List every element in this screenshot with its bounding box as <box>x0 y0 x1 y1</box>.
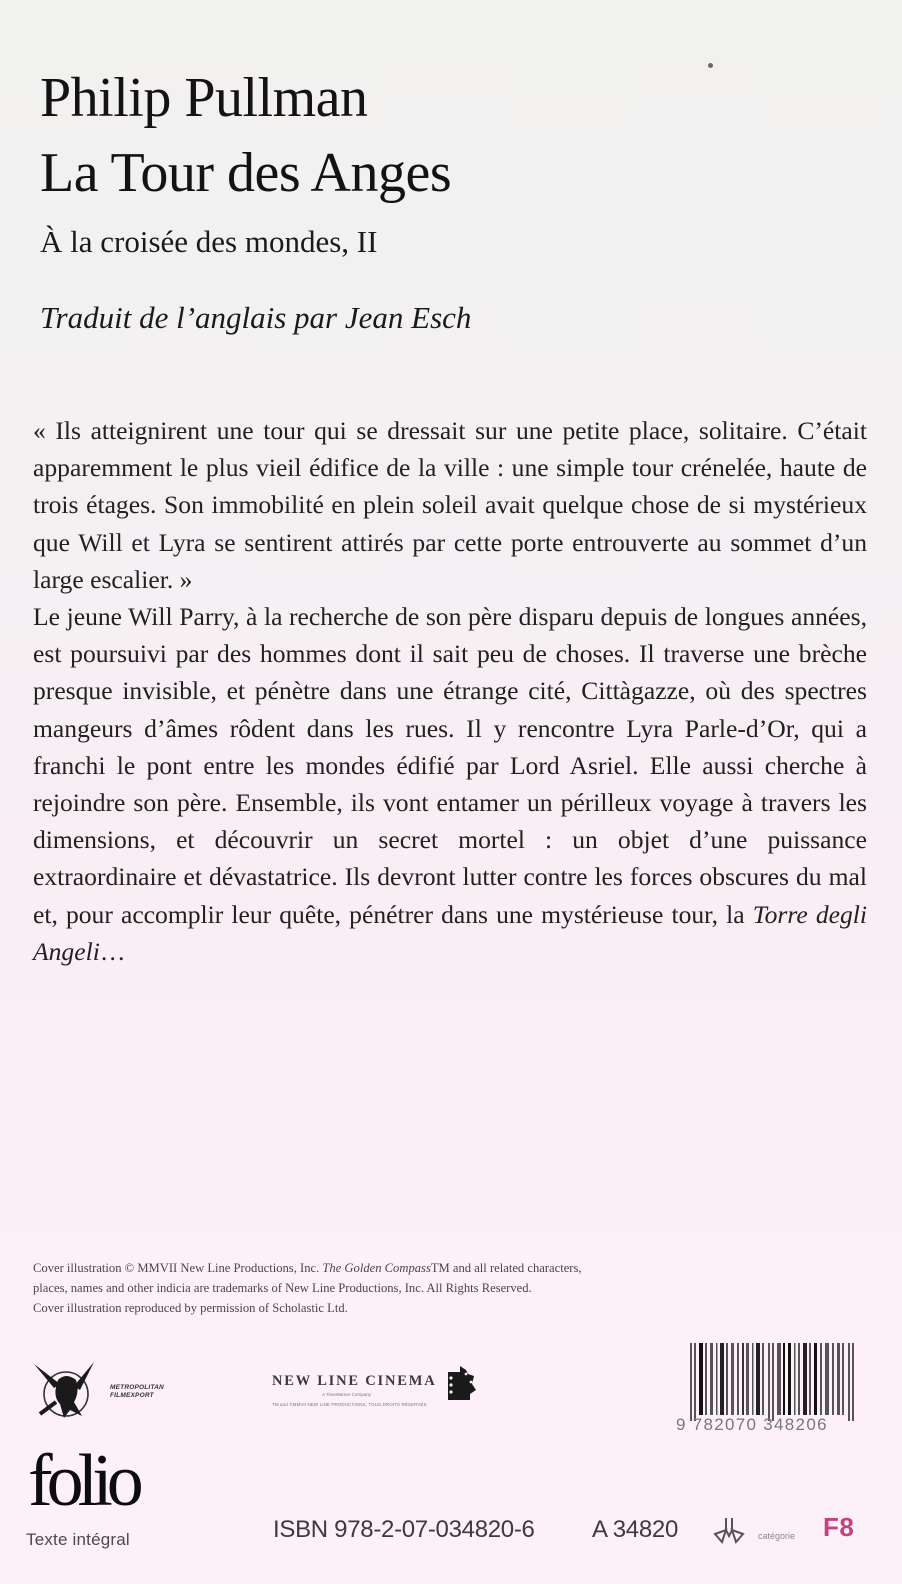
barcode-digit-first: 9 <box>676 1415 687 1434</box>
catalog-code: A 34820 <box>592 1516 678 1543</box>
blurb-summary <box>33 598 867 970</box>
barcode-digit-group1: 782070 <box>692 1415 758 1434</box>
credits-trademark <box>33 1258 593 1298</box>
blurb-ellipsis: … <box>99 936 126 966</box>
metropolitan-line2: FILMEXPORT <box>110 1392 154 1399</box>
barcode-digit-group2: 348206 <box>763 1415 828 1434</box>
metropolitan-line1: METROPOLITAN <box>110 1384 164 1391</box>
credits-permission: Cover illustration reproduced by permission of Scholastic Ltd. <box>33 1301 348 1315</box>
blurb-summary-text: Le jeune Will Parry, à la recherche de son père disparu depuis de longues années, est poursuivi par des hommes dont il sait peu de choses. Il traverse une brèche presque invisible, et pénètre dans une étrange cité, Cittàgazze, où des spectres mangeurs d’âmes rôdent dans les rues. Il y rencontre Lyra Parle-d’Or, qui a franchi le pont entre les mondes édifié par Lord Asriel. Elle aussi cherche à rejoindre son père. Ensemble, ils vont entamer un périlleux voyage à travers les dimensions, et découvrir un secret mortel : un objet d’une puissance extraordinaire et dévastatrice. Ils devront lutter contre les forces obscures du mal et, pour accomplir leur quête, pénétrer dans une mystérieuse tour, la <box>33 602 867 929</box>
categorie-label: catégorie <box>758 1531 796 1541</box>
isbn-number: ISBN 978-2-07-034820-6 <box>273 1516 535 1543</box>
new-line-legal: TM and ©MMVII NEW LINE PRODUCTIONS, TOUS DROITS RÉSERVÉS <box>272 1402 427 1407</box>
recycle-icon <box>712 1516 746 1546</box>
blurb-tower-name: Torre degli Angeli <box>33 899 867 966</box>
translator-credit: Traduit de l’anglais par Jean Esch <box>40 300 472 335</box>
barcode-bars <box>690 1343 858 1421</box>
barcode-digits <box>676 1415 834 1435</box>
metropolitan-wordmark <box>110 1384 164 1400</box>
griffin-icon <box>30 1358 110 1420</box>
film-reel-icon <box>446 1364 478 1400</box>
ean-barcode <box>676 1343 856 1436</box>
copyright-credits <box>33 1258 593 1318</box>
texte-integral-label: Texte intégral <box>26 1530 130 1549</box>
author-name: Philip Pullman <box>40 67 368 129</box>
new-line-subtitle: A TimeWarner Company <box>322 1392 371 1397</box>
categorie-code: F8 <box>823 1512 855 1542</box>
metropolitan-filmexport-logo <box>30 1358 180 1420</box>
series-subtitle: À la croisée des mondes, II <box>40 224 378 259</box>
back-cover-blurb <box>33 412 867 970</box>
book-title: La Tour des Anges <box>40 142 452 204</box>
folio-logo <box>24 1440 164 1528</box>
paper-speck <box>708 63 713 68</box>
new-line-wordmark: NEW LINE CINEMA <box>272 1373 437 1389</box>
blurb-quote: « Ils atteignirent une tour qui se dressait sur une petite place, solitaire. C’était apparemment le plus vieil édifice de la ville : une simple tour crénelée, haute de trois étages. Son immobilité en plein soleil avait quelque chose de si mystérieux que Will et Lyra se sentirent attirés par cette porte entrouverte au sommet d’un large escalier. » <box>33 416 867 594</box>
folio-wordmark: folio <box>28 1440 138 1522</box>
credits-film-title: The Golden Compass <box>322 1261 431 1275</box>
credits-text-rest: TM and all related characters, places, names and other indicia are trademarks of New Line Productions, Inc. All Rights Reserved. <box>33 1261 582 1295</box>
new-line-cinema-logo <box>272 1360 492 1416</box>
credits-text: Cover illustration © MMVII New Line Productions, Inc. <box>33 1261 323 1275</box>
